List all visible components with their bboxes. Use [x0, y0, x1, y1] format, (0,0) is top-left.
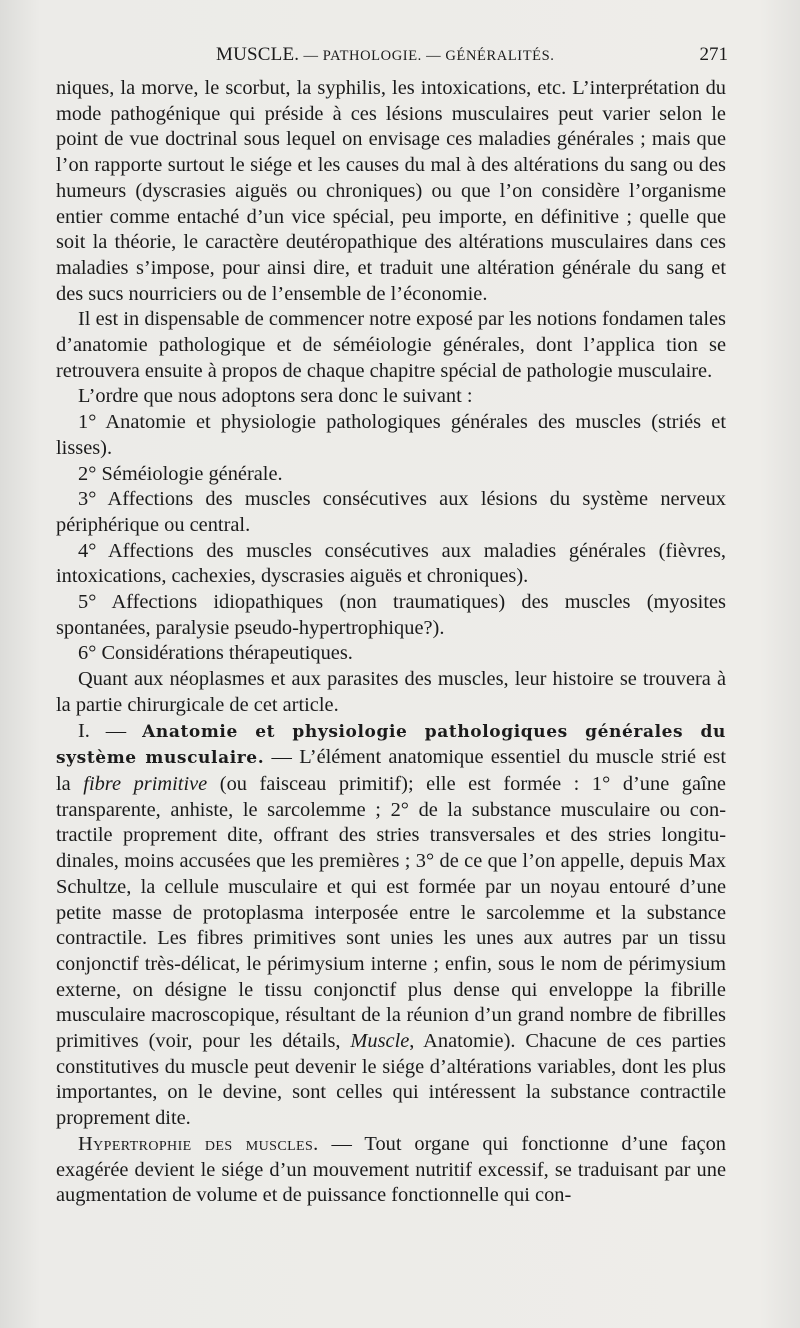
list-item-6: 6° Considérations thérapeutiques.: [78, 642, 353, 665]
header-title: [216, 44, 555, 66]
term-fibre-primitive: fibre primitive: [83, 772, 208, 795]
list-item-3: 3° Affections des muscles consécutives aux lésions du système nerveux périphérique ou central.: [56, 488, 726, 536]
list-item-2: 2° Séméiologie générale.: [78, 462, 283, 485]
header-title-rest: — PATHOLOGIE. — GÉNÉRALITÉS.: [299, 48, 555, 64]
paragraph-intro: Il est in dispensable de commencer notre exposé par les notions fondamen tales d’anatomie pathologique et de séméiologie générales, dont l’applica tion se retrouvera ensuite à propos de chaque chapitre spécial de pathologie musculaire.: [56, 308, 726, 382]
term-muscle: Muscle: [350, 1030, 410, 1053]
list-item-1: 1° Anatomie et physiologie pathologiques générales des muscles (striés et lisses).: [56, 411, 726, 459]
section-text-1: — L’élément anatomique essentiel du muscle strié est la: [56, 746, 727, 795]
page-number: 271: [699, 44, 728, 65]
paragraph-continuation: niques, la morve, le scorbut, la syphilis, les intoxications, etc. L’interprétation du mode pathogénique qui préside à ces lésions musculaires peut varier selon le point de vue doctrinal sous lequel on envisage ces maladies générales ; mais que l’on rapporte surtout le siége et les causes du mal à des altérations du sang ou des humeurs (dyscrasies aiguës ou chroniques) ou que l’on considère l’organisme entier comme entaché d’un vice spécial, peu importe, en définitive ; quelle que soit la théorie, le caractère deutéropathique des altérations musculaires dans ces maladies s’impose, pour ainsi dire, et traduit une altération générale du sang et des sucs nourriciers ou de l’ensemble de l’économie.: [56, 77, 726, 305]
list-item-4: 4° Affections des muscles consécutives aux maladies générales (fièvres, intoxications, cachexies, dyscrasies aiguës et chroniques).: [56, 539, 726, 588]
paragraph-order: L’ordre que nous adoptons sera donc le suivant :: [78, 385, 473, 408]
paragraph-neoplasms: Quant aux néoplasmes et aux parasites des muscles, leur histoire se trouvera à la partie chirurgicale de cet article.: [56, 668, 726, 716]
section-number: I. —: [78, 719, 143, 742]
section-heading: Anatomie et physiologie pathologiques générales du système musculaire.: [56, 721, 726, 769]
hypertrophy-paragraph: [56, 1132, 726, 1209]
hypertrophy-text: — Tout organe qui fonctionne d’une façon exagérée devient le siége d’un mouvement nutritif excessif, se traduisant par une augmentation de volume et de puissance fonctionnelle qui con-: [56, 1132, 726, 1207]
section-text-2: (ou faisceau primitif); elle est formée : 1° d’une gaîne transparente, anhiste, le sarcolemme ; 2° de la substance musculaire ou contractile proprement dite, offrant des stries transversales et des stries longitudinales, moins accusées que les premières ; 3° de ce que l’on appelle, depuis Max Schultze, la cellule musculaire et qui est formée par un noyau entouré d’une petite masse de protoplasma interposée entre le sarcolemme et la substance contractile. Les fibres primitives sont unies les unes aux autres par un tissu conjonctif très-délicat, le périmysium interne ; enfin, sous le nom de périmysium externe, on désigne le tissu conjonctif plus dense qui enveloppe la fibrille musculaire macroscopique, résultant de la réunion d’un grand nombre de fibrilles primitives (voir, pour les détails,: [56, 772, 726, 1053]
header-title-main: MUSCLE.: [216, 44, 300, 65]
body-text: [56, 76, 726, 1209]
list-item-5: 5° Affections idiopathiques (non traumatiques) des muscles (myosites spontanées, paralysie pseudo-hypertrophique?).: [56, 591, 726, 639]
section-anatomy-paragraph: [56, 719, 726, 1132]
running-header: [56, 44, 728, 72]
hypertrophy-heading: Hypertrophie des muscles.: [78, 1132, 319, 1155]
section-text-3: , Anatomie). Chacune de ces parties constitutives du muscle peut devenir le siége d’altérations variables, dont les plus importantes, on le devine, sont celles qui intéressent la substance contractile proprement dite.: [56, 1030, 726, 1130]
